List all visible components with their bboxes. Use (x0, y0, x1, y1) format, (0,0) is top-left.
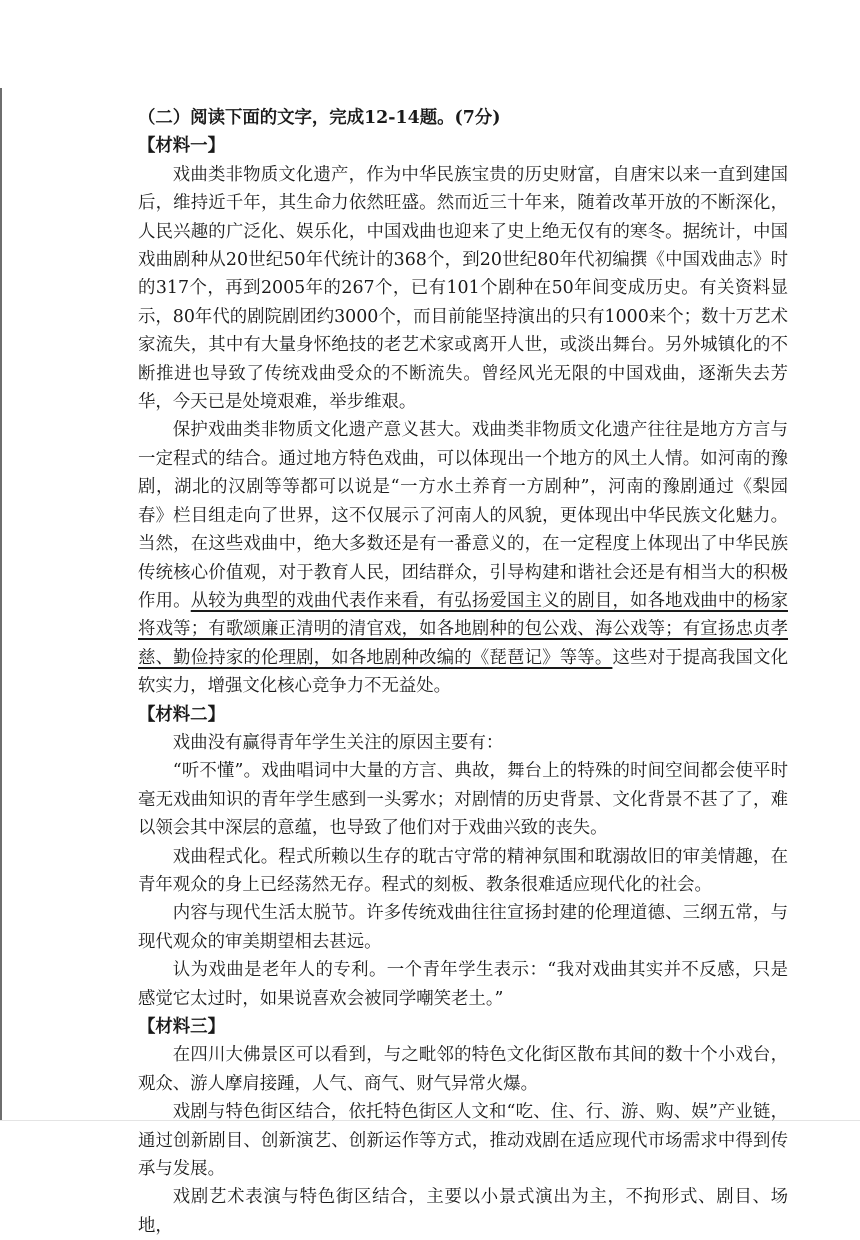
material-two-paragraph-1: “听不懂”。戏曲唱词中大量的方言、典故，舞台上的特殊的时间空间都会使平时毫无戏曲知识的青年学生感到一头雾水；对剧情的历史背景、文化背景不甚了了，难以领会其中深层的意蕴，也导致了他们对于戏曲兴致的丧失。 (138, 761, 788, 839)
material-two-paragraph-2: 戏曲程式化。程式所赖以生存的耽古守常的精神氛围和耽溺故旧的审美情趣，在青年观众的身上已经荡然无存。程式的刻板、教条很难适应现代化的社会。 (138, 846, 788, 895)
material-one-paragraph-2-text: 保护戏曲类非物质文化遗产意义甚大。戏曲类非物质文化遗产往往是地方方言与一定程式的结合。通过地方特色戏曲，可以体现出一个地方的风土人情。如河南的豫剧，湖北的汉剧等等都可以说是“一方水土养育一方剧种”，河南的豫剧通过《梨园春》栏目组走向了世界，这不仅展示了河南人的风貌，更体现出中华民族文化魅力。当然，在这些戏曲中，绝大多数还是有一番意义的，在一定程度上体现出了中华民族传统核心价值观，对于教育人民，团结群众，引导构建和谐社会还是有相当大的积极作用。 (138, 420, 788, 611)
material-one-paragraph-2 (138, 416, 788, 700)
material-three-paragraph-2: 戏剧与特色街区结合，依托特色街区人文和“吃、住、行、游、购、娱”产业链，通过创新剧目、创新演艺、创新运作等方式，推动戏剧在适应现代市场需求中得到传承与发展。 (138, 1102, 788, 1180)
material-two-intro: 戏曲没有赢得青年学生关注的原因主要有： (172, 732, 504, 753)
material-one-paragraph-1: 戏曲类非物质文化遗产，作为中华民族宝贵的历史财富，自唐宋以来一直到建国后，维持近千年，其生命力依然旺盛。然而近三十年来，随着改革开放的不断深化，人民兴趣的广泛化、娱乐化，中国戏曲也迎来了史上绝无仅有的寒冬。据统计，中国戏曲剧种从20世纪50年代统计的368个，到20世纪80年代初编撰《中国戏曲志》时的317个，再到2005年的267个，已有101个剧种在50年间变成历史。有关资料显示，80年代的剧院剧团约3000个，而目前能坚持演出的只有1000来个；数十万艺术家流失，其中有大量身怀绝技的老艺术家或离开人世，或淡出舞台。另外城镇化的不断推进也导致了传统戏曲受众的不断流失。曾经风光无限的中国戏曲，逐渐失去芳华，今天已是处境艰难，举步维艰。 (138, 164, 788, 413)
material-two-paragraph-4: 认为戏曲是老年人的专利。一个青年学生表示：“我对戏曲其实并不反感，只是感觉它太过时，如果说喜欢会被同学嘲笑老土。” (138, 960, 788, 1009)
reading-passage (138, 104, 788, 1240)
material-three-paragraph-1: 在四川大佛景区可以看到，与之毗邻的特色文化街区散布其间的数十个小戏台，观众、游人摩肩接踵，人气、商气、财气异常火爆。 (138, 1045, 788, 1094)
material-two-label: 【材料二】 (138, 704, 225, 725)
scan-left-border (0, 88, 2, 1120)
material-one-label: 【材料一】 (138, 136, 225, 157)
underlined-passage: 从较为典型的戏曲代表作来看，有弘扬爱国主义的剧目，如各地戏曲中的杨家将戏等；有歌颂廉正清明的清官戏，如各地剧种的包公戏、海公戏等；有宣扬忠贞孝慈、勤俭持家的伦理剧，如各地剧种改编的《琵琶记》等等。 (138, 590, 788, 668)
material-three-label: 【材料三】 (138, 1017, 225, 1037)
material-three-paragraph-3: 戏剧艺术表演与特色街区结合，主要以小景式演出为主，不拘形式、剧目、场地， (138, 1187, 788, 1236)
material-two-paragraph-3: 内容与现代生活太脱节。许多传统戏曲往往宣扬封建的伦理道德、三纲五常，与现代观众的审美期望相去甚远。 (138, 903, 788, 952)
material-one-paragraph-2-tail: 这些对于提高我国文化软实力，增强文化核心竞争力不无益处。 (138, 647, 788, 697)
section-heading: （二）阅读下面的文字，完成12-14题。(7分) (138, 108, 501, 128)
